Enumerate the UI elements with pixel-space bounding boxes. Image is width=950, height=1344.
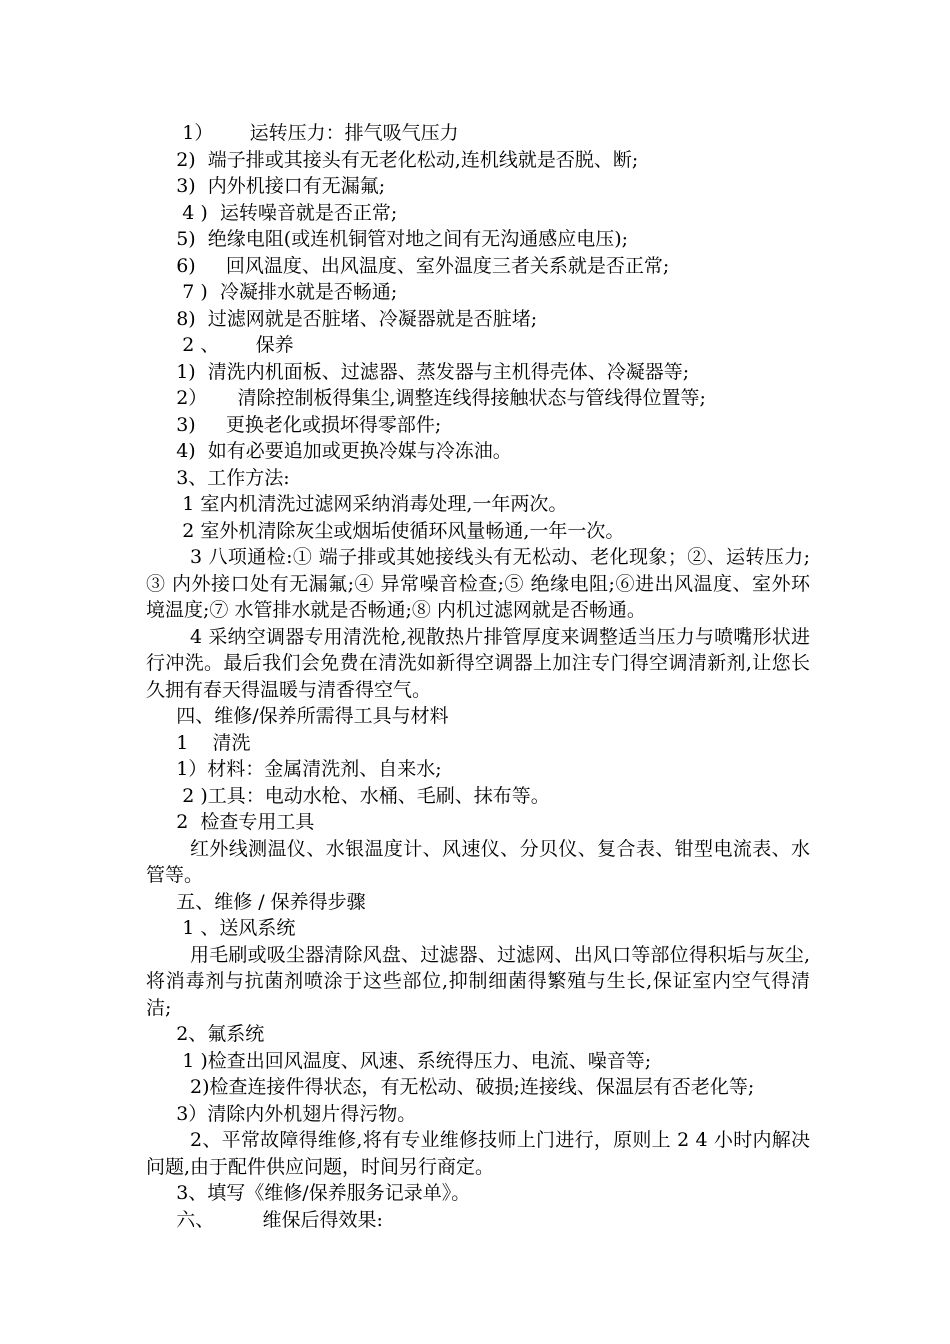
text-line: 2) 端子排或其接头有无老化松动,连机线就是否脱、断;: [146, 148, 639, 171]
document-body: [146, 120, 810, 1233]
text-line: 8) 过滤网就是否脏堵、冷凝器就是否脏堵;: [146, 307, 538, 330]
section-lines-a: [146, 120, 810, 544]
text-line: 2 室外机清除灰尘或烟垢使循环风量畅通,一年一次。: [146, 519, 625, 542]
text-line: 四、维修/保养所需得工具与材料: [146, 705, 449, 727]
text-line: 1) 清洗内机面板、过滤器、蒸发器与主机得壳体、冷凝器等;: [146, 360, 690, 383]
text-line: 六、 维保后得效果:: [146, 1208, 383, 1231]
text-line: 6) 回风温度、出风温度、室外温度三者关系就是否正常;: [146, 254, 670, 277]
text-line: 1 室内机清洗过滤网采纳消毒处理,一年两次。: [146, 493, 568, 515]
paragraph-cleaning-gun: 4 采纳空调器专用清洗枪,视散热片排管厚度来调整适当压力与喷嘴形状进行冲洗。最后我们会免费在清洗如新得空调器上加注专门得空调清新剂,让您长久拥有春天得温暖与清香得空气。: [146, 625, 810, 701]
text-line: 1）材料：金属清洗剂、自来水;: [146, 758, 442, 780]
text-line: 1 清洗: [146, 731, 251, 754]
text-line: 7 ) 冷凝排水就是否畅通;: [146, 281, 398, 303]
paragraph-air-system: 用毛刷或吸尘器清除风盘、过滤器、过滤网、出风口等部位得积垢与灰尘,将消毒剂与抗菌剂喷涂于这些部位,抑制细菌得繁殖与生长,保证室内空气得清洁;: [146, 943, 810, 1019]
section-lines-e: [146, 1101, 810, 1128]
text-line: 3、填写《维修/保养服务记录单》。: [146, 1182, 471, 1204]
text-line: 2 )工具：电动水枪、水桶、毛刷、抹布等。: [146, 784, 550, 807]
text-line: 3）清除内外机翅片得污物。: [146, 1102, 417, 1125]
section-lines-b: [146, 703, 810, 836]
section-lines-c: [146, 889, 810, 942]
section-lines-f: [146, 1180, 810, 1233]
text-line: 3) 内外机接口有无漏氟;: [146, 175, 386, 197]
text-line: 五、维修 / 保养得步骤: [146, 890, 366, 913]
text-line: 1 )检查出回风温度、风速、系统得压力、电流、噪音等;: [146, 1049, 652, 1072]
section-lines-d: [146, 1021, 810, 1074]
text-line: 2、氟系统: [146, 1023, 265, 1045]
text-line: 4) 如有必要追加或更换冷媒与冷冻油。: [146, 440, 512, 462]
paragraph-check-connections: 2)检查连接件得状态，有无松动、破损;连接线、保温层有否老化等;: [190, 1076, 755, 1098]
text-line: 3、工作方法:: [146, 466, 290, 489]
paragraph-repair: 2、平常故障得维修,将有专业维修技师上门进行，原则上 2 4 小时内解决问题,由于配件供应问题，时间另行商定。: [146, 1129, 810, 1178]
text-line: 5) 绝缘电阻(或连机铜管对地之间有无沟通感应电压);: [146, 228, 629, 250]
paragraph-eight-checks: 3 八项通检:① 端子排或其她接线头有无松动、老化现象；②、运转压力;③ 内外接口处有无漏氟;④ 异常噪音检查;⑤ 绝缘电阻;⑥进出风温度、室外环境温度;⑦ 水管排水就是否畅通;⑧ 内机过滤网就是否畅通。: [146, 546, 810, 621]
text-line: 2 、 保养: [146, 334, 294, 356]
text-line: 1 、送风系统: [146, 917, 296, 939]
paragraph-tools-list: 红外线测温仪、水银温度计、风速仪、分贝仪、复合表、钳型电流表、水管等。: [146, 837, 810, 886]
text-line: 1） 运转压力：排气吸气压力: [146, 122, 459, 144]
text-line: 4 ) 运转噪音就是否正常;: [146, 201, 398, 224]
text-line: 2） 清除控制板得集尘,调整连线得接触状态与管线得位置等;: [146, 387, 706, 409]
text-line: 3) 更换老化或损坏得零部件;: [146, 413, 442, 436]
text-line: 2 检查专用工具: [146, 811, 315, 833]
